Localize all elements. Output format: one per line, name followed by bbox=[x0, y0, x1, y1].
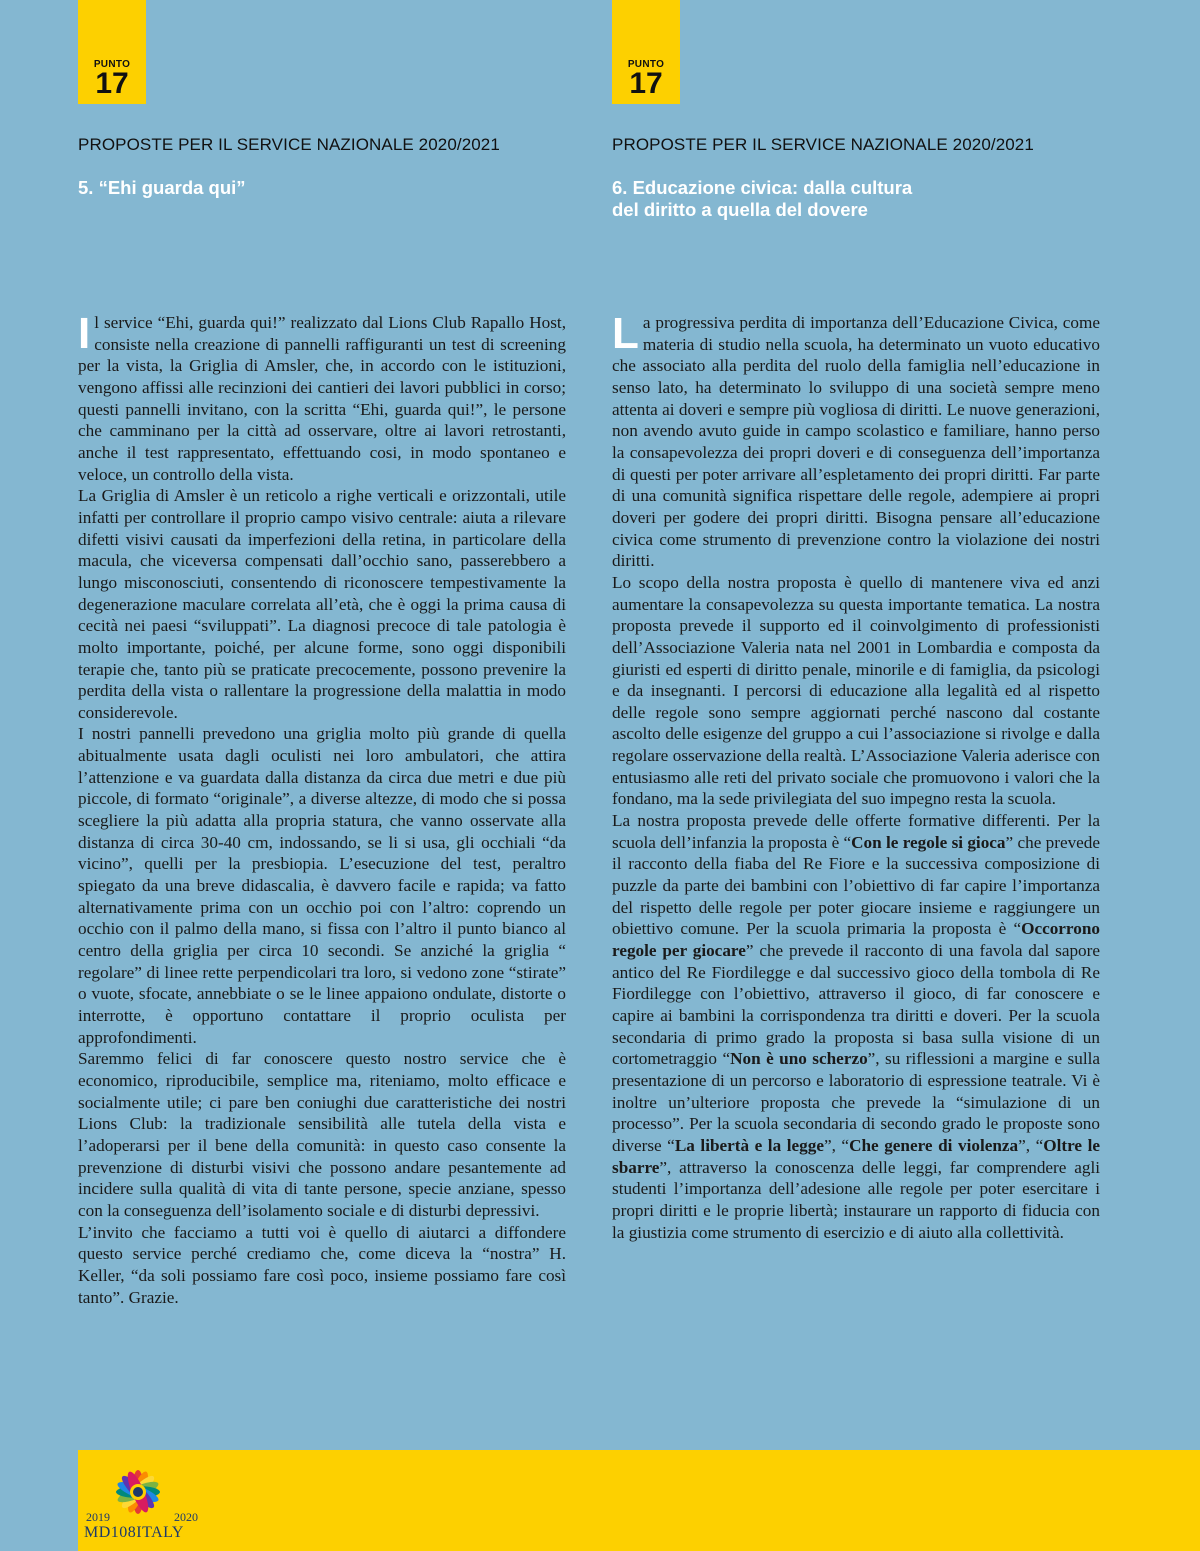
text-run: ” che prevede il racconto di una favola dal sapore antico del Re Fiordilegge e dal successivo gioco della tombola di Re Fiordilegge con l’obiettivo, attraverso il gioco, di far conoscere e capire ai bambini la corrispondenza tra diritti e doveri. Per la scuola secondaria di primo grado la proposta si basa sulla visione di un cortometraggio “ bbox=[612, 941, 1100, 1069]
text-run: La nostra proposta prevede delle offerte formative differenti. Per la scuola dell’infanzia la proposta è “ bbox=[612, 811, 1100, 852]
program-title: Non è uno scherzo bbox=[730, 1049, 868, 1069]
punto-badge bbox=[78, 0, 146, 104]
text-run: ”, su riflessioni a margine e sulla presentazione di un percorso e laboratorio di espressione teatrale. Vi è inoltre un’ulteriore proposta che prevede la “simulazione di un processo”. Per la scuola secondaria di secondo grado le proposte sono diverse “ bbox=[612, 1049, 1100, 1155]
title-line: 5. “Ehi guarda qui” bbox=[78, 177, 246, 198]
program-title: Che genere di violenza bbox=[849, 1135, 1019, 1155]
section-kicker: PROPOSTE PER IL SERVICE NAZIONALE 2020/2021 bbox=[612, 135, 1034, 154]
paragraph-text: l service “Ehi, guarda qui!” realizzato dal Lions Club Rapallo Host, consiste nella creazione di pannelli raffiguranti un test di screening per la vista, la Griglia di Amsler, che, in accordo con le istituzioni, vengono affissi alle recinzioni dei cantieri dei lavori pubblici in corso; questi pannelli invitano, con la scritta “Ehi, guarda qui!”, le persone che camminano per la città ad osservare, oltre ai lavori retrostanti, anche il test rappresentato, effettuando cosi, in modo spontaneo e veloce, un controllo della vista. bbox=[78, 313, 566, 484]
text-run: ” che prevede il racconto della fiaba del Re Fiore e la successiva composizione di puzzle da parte dei bambini con l’obiettivo di far capire l’importanza del rispetto delle regole per poter giocare insieme e raggiungere un obiettivo comune. Per la scuola primaria la proposta è “ bbox=[612, 832, 1101, 939]
program-title: Occorrono regole per giocare bbox=[612, 919, 1100, 961]
badge-number: 17 bbox=[629, 67, 663, 100]
paragraph-text: a progressiva perdita di importanza dell’Educazione Civica, come materia di studio nella scuola, ha determinato un vuoto educativo che associato alla perdita del ruolo della famiglia nell’educazione in senso lato, ha determinato lo sviluppo di una società sempre meno attenta ai doveri e sempre più vogliosa di diritti. Le nuove generazioni, non avendo avuto guide in campo scolastico e familiare, hanno perso la consapevolezza dei propri doveri e di conseguenza dell’importanza di questi per poter arrivare all’espletamento dei propri diritti. Far parte di una comunità significa rispettare delle regole, adempiere ai propri doveri per godere dei propri diritti. Bisogna pensare all’educazione civica come strumento di prevenzione contro la violazione dei nostri diritti. bbox=[612, 313, 1100, 571]
title-line: del diritto a quella del dovere bbox=[612, 199, 868, 220]
article-title bbox=[612, 177, 1112, 221]
logo-wordmark: MD108ITALY bbox=[84, 1524, 184, 1541]
paragraph: Saremmo felici di far conoscere questo nostro service che è economico, riproducibile, semplice ma, riteniamo, molto efficace e socialmente utile; ci pare ben coniughi due caratteristiche dei nostri Lions Club: la tradizionale sensibilità alle tutela della vista e l’adoperarsi per il bene della comunità: in questo caso consente la prevenzione di disturbi visivi che possono andare pesantemente ad incidere sulla qualità di vita di tante persone, specie anziane, spesso con la conseguenza dell’isolamento sociale e di disturbi depressivi. bbox=[78, 1049, 566, 1220]
text-run: ”, attraverso la conoscenza delle leggi, far comprendere agli studenti l’importanza dell’adesione alle regole per poter esercitare i propri diritti e le proprie libertà; instaurare un rapporto di fiducia con la giustizia come strumento di esercizio e di aiuto alla collettività. bbox=[612, 1157, 1100, 1242]
article-body bbox=[612, 309, 1101, 1243]
title-line: 6. Educazione civica: dalla cultura bbox=[612, 177, 913, 198]
sunburst-icon bbox=[82, 1458, 200, 1518]
paragraph: La Griglia di Amsler è un reticolo a righe verticali e orizzontali, utile infatti per controllare il proprio campo visivo centrale: aiuta a rilevare difetti visivi causati da imperfezioni della retina, in particolare della macula, che viceversa compensati dall’occhio sano, passerebbero a lungo misconosciuti, consentendo di riconoscere tempestivamente la degenerazione maculare correlata all’età, che è oggi la prima causa di cecità nei paesi “sviluppati”. La diagnosi precoce di tale patologia è molto importante, poiché, per alcune forme, sono oggi disponibili terapie che, tanto più se praticate precocemente, possono prevenire la perdita della vista o rallentare la progressione della malattia in modo considerevole. bbox=[78, 486, 566, 722]
text-run: ”, “ bbox=[823, 1135, 850, 1155]
logo-years bbox=[86, 1510, 198, 1525]
drop-cap: L bbox=[612, 309, 639, 358]
drop-cap: I bbox=[78, 309, 91, 358]
badge-word: PUNTO bbox=[93, 59, 131, 70]
paragraph: L’invito che facciamo a tutti voi è quello di aiutarci a diffondere questo service perché crediamo che, come diceva la “nostra” H. Keller, “da soli possiamo fare così poco, insieme possiamo fare così tanto”. Grazie. bbox=[78, 1222, 566, 1307]
logo-year-end: 2020 bbox=[174, 1510, 198, 1524]
article-title bbox=[78, 177, 578, 199]
program-title: La libertà e la legge bbox=[674, 1135, 824, 1155]
program-title: Con le regole si gioca bbox=[851, 832, 1006, 852]
paragraph bbox=[612, 309, 1100, 572]
paragraph bbox=[612, 810, 1100, 1243]
paragraph: Lo scopo della nostra proposta è quello di mantenere viva ed anzi aumentare la consapevolezza su questa importante tematica. La nostra proposta prevede il supporto ed il coinvolgimento di professionisti dell’Associazione Valeria nata nel 2001 in Lombardia e composta da giuristi ed esperti di diritto penale, minorile e di famiglia, da psicologi e da insegnanti. I percorsi di educazione alla legalità ed al rispetto delle regole sono sempre aggiornati perché nascono dal costante ascolto delle esigenze del gruppo a cui l’associazione si rivolge e dalla regolare osservazione della realtà. L’Associazione Valeria aderisce con entusiasmo alle reti del privato sociale che promuovono i valori che la fondano, ma la sede privilegiata del suo impegno resta la scuola. bbox=[612, 572, 1100, 809]
badge-number: 17 bbox=[95, 67, 129, 100]
paragraph bbox=[78, 309, 566, 485]
punto-badge bbox=[612, 0, 680, 104]
paragraph: I nostri pannelli prevedono una griglia molto più grande di quella abitualmente usata dagli oculisti nei loro ambulatori, che attira l’attenzione e va guardata dalla distanza da circa due metri e due più piccole, di formato “originale”, a diverse altezze, di modo che si possa scegliere la più adatta alla propria statura, che vanno osservate alla distanza di circa 30-40 cm, indossando, se li si usa, gli occhiali “da vicino”, quelli per la presbiopia. L’esecuzione del test, peraltro spiegato da una breve didascalia, è davvero facile e rapida; va fatto alternativamente prima con un occhio poi con l’altro: coprendo un occhio con il palmo della mano, si fissa con l’altro il punto bianco al centro della griglia per circa 10 secondi. Se anziché la griglia “ regolare” di linee rette perpendicolari tra loro, si vedono zone “stirate” o vuote, sfocate, annebbiate o se le linee appaiono ondulate, distorte o interrotte, è opportuno contattare il proprio oculista per approfondimenti. bbox=[78, 724, 566, 1047]
program-title: Oltre le sbarre bbox=[612, 1135, 1101, 1177]
md108-logo bbox=[82, 1458, 200, 1548]
section-kicker: PROPOSTE PER IL SERVICE NAZIONALE 2020/2021 bbox=[78, 135, 500, 154]
text-run: ”, “ bbox=[1018, 1135, 1044, 1155]
article-body bbox=[78, 309, 566, 1308]
footer-band bbox=[78, 1450, 1200, 1551]
logo-year-start: 2019 bbox=[86, 1510, 110, 1524]
badge-word: PUNTO bbox=[627, 59, 665, 70]
